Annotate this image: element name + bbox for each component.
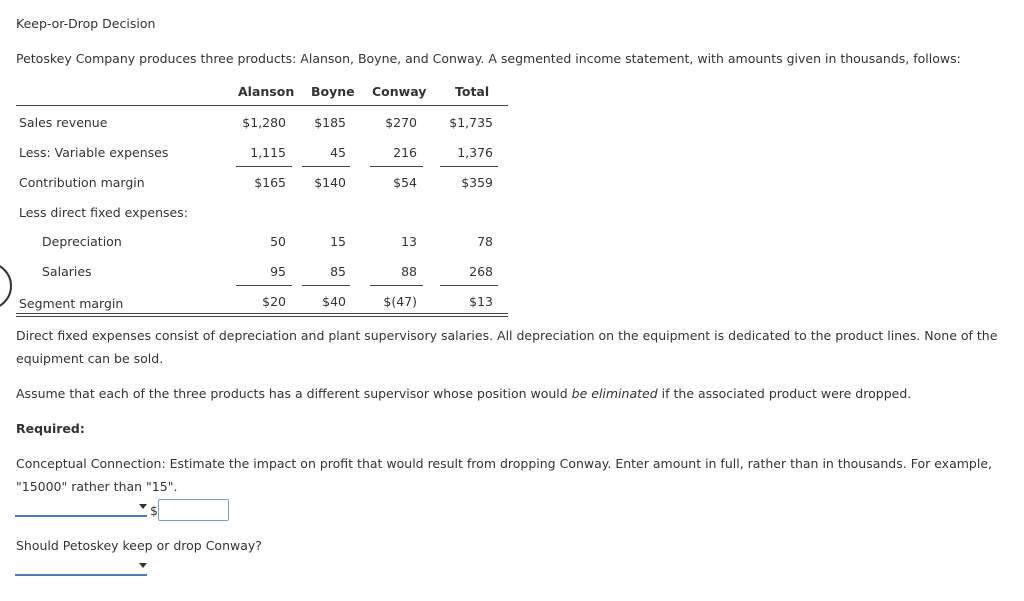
chevron-down-icon [139,563,147,568]
cell-depreciation-alanson: 50 [270,234,286,249]
cell-variable-boyne: 45 [330,145,346,160]
cell-variable-total: 1,376 [457,145,493,160]
subtotal-rule [236,166,292,167]
question-1-text: Conceptual Connection: Estimate the impact on profit that would result from dropping Conway. Enter amount in full, rather than in thousands. For example, "15000" rather than "15". [16,456,992,494]
row-label-direct-fixed-expenses: Less direct fixed expenses: [19,205,188,220]
subtotal-rule [370,285,423,286]
cell-segment-boyne: $40 [322,294,346,309]
cell-sales-alanson: $1,280 [242,115,286,130]
intro-text: Petoskey Company produces three products: Alanson, Boyne, and Conway. A segmented income statement, with amounts given in thousands, follows: [16,51,961,66]
subtotal-rule [302,166,350,167]
page-title: Keep-or-Drop Decision [16,16,156,31]
cell-sales-boyne: $185 [314,115,346,130]
column-header-boyne: Boyne [311,84,355,99]
row-label-sales-revenue: Sales revenue [19,115,108,130]
column-header-alanson: Alanson [238,84,295,99]
cell-sales-conway: $270 [385,115,417,130]
explanation-paragraph: Direct fixed expenses consist of depreciation and plant supervisory salaries. All depreciation on the equipment is dedicated to the product lines. None of the equipment can be sold. [16,328,998,366]
row-label-contribution-margin: Contribution margin [19,175,145,190]
assumption-text-start: Assume that each of the three products has a different supervisor whose position would [16,386,572,401]
cell-depreciation-conway: 13 [401,234,417,249]
cell-salaries-total: 268 [469,264,493,279]
subtotal-rule [370,166,423,167]
cell-contribution-alanson: $165 [254,175,286,190]
chevron-down-icon [139,504,147,509]
page-margin-bracket [0,262,12,310]
cell-sales-total: $1,735 [449,115,493,130]
currency-symbol: $ [150,503,158,518]
total-double-rule [16,316,508,317]
column-header-total: Total [455,84,490,99]
subtotal-rule [440,166,498,167]
cell-depreciation-total: 78 [477,234,493,249]
assumption-paragraph [16,382,1016,405]
cell-salaries-boyne: 85 [330,264,346,279]
subtotal-rule [440,285,498,286]
cell-segment-conway: $(47) [383,294,417,309]
total-double-rule [16,313,508,314]
cell-segment-total: $13 [469,294,493,309]
cell-contribution-conway: $54 [393,175,417,190]
row-label-salaries: Salaries [42,264,92,279]
cell-variable-conway: 216 [393,145,417,160]
cell-segment-alanson: $20 [262,294,286,309]
impact-amount-input[interactable] [158,499,229,521]
cell-salaries-conway: 88 [401,264,417,279]
assumption-text-end: if the associated product were dropped. [657,386,912,401]
subtotal-rule [236,285,292,286]
cell-variable-alanson: 1,115 [250,145,286,160]
cell-salaries-alanson: 95 [270,264,286,279]
question-2-text: Should Petoskey keep or drop Conway? [16,538,262,553]
cell-contribution-boyne: $140 [314,175,346,190]
row-label-depreciation: Depreciation [42,234,122,249]
assumption-emphasis: be eliminated [571,386,658,401]
impact-direction-dropdown[interactable] [15,501,147,517]
row-label-variable-expenses: Less: Variable expenses [19,145,169,160]
column-header-conway: Conway [372,84,427,99]
cell-depreciation-boyne: 15 [330,234,346,249]
subtotal-rule [302,285,350,286]
row-label-segment-margin: Segment margin [19,296,124,311]
header-rule [16,105,508,106]
keep-or-drop-dropdown[interactable] [15,560,147,576]
cell-contribution-total: $359 [461,175,493,190]
required-heading: Required: [16,421,85,436]
